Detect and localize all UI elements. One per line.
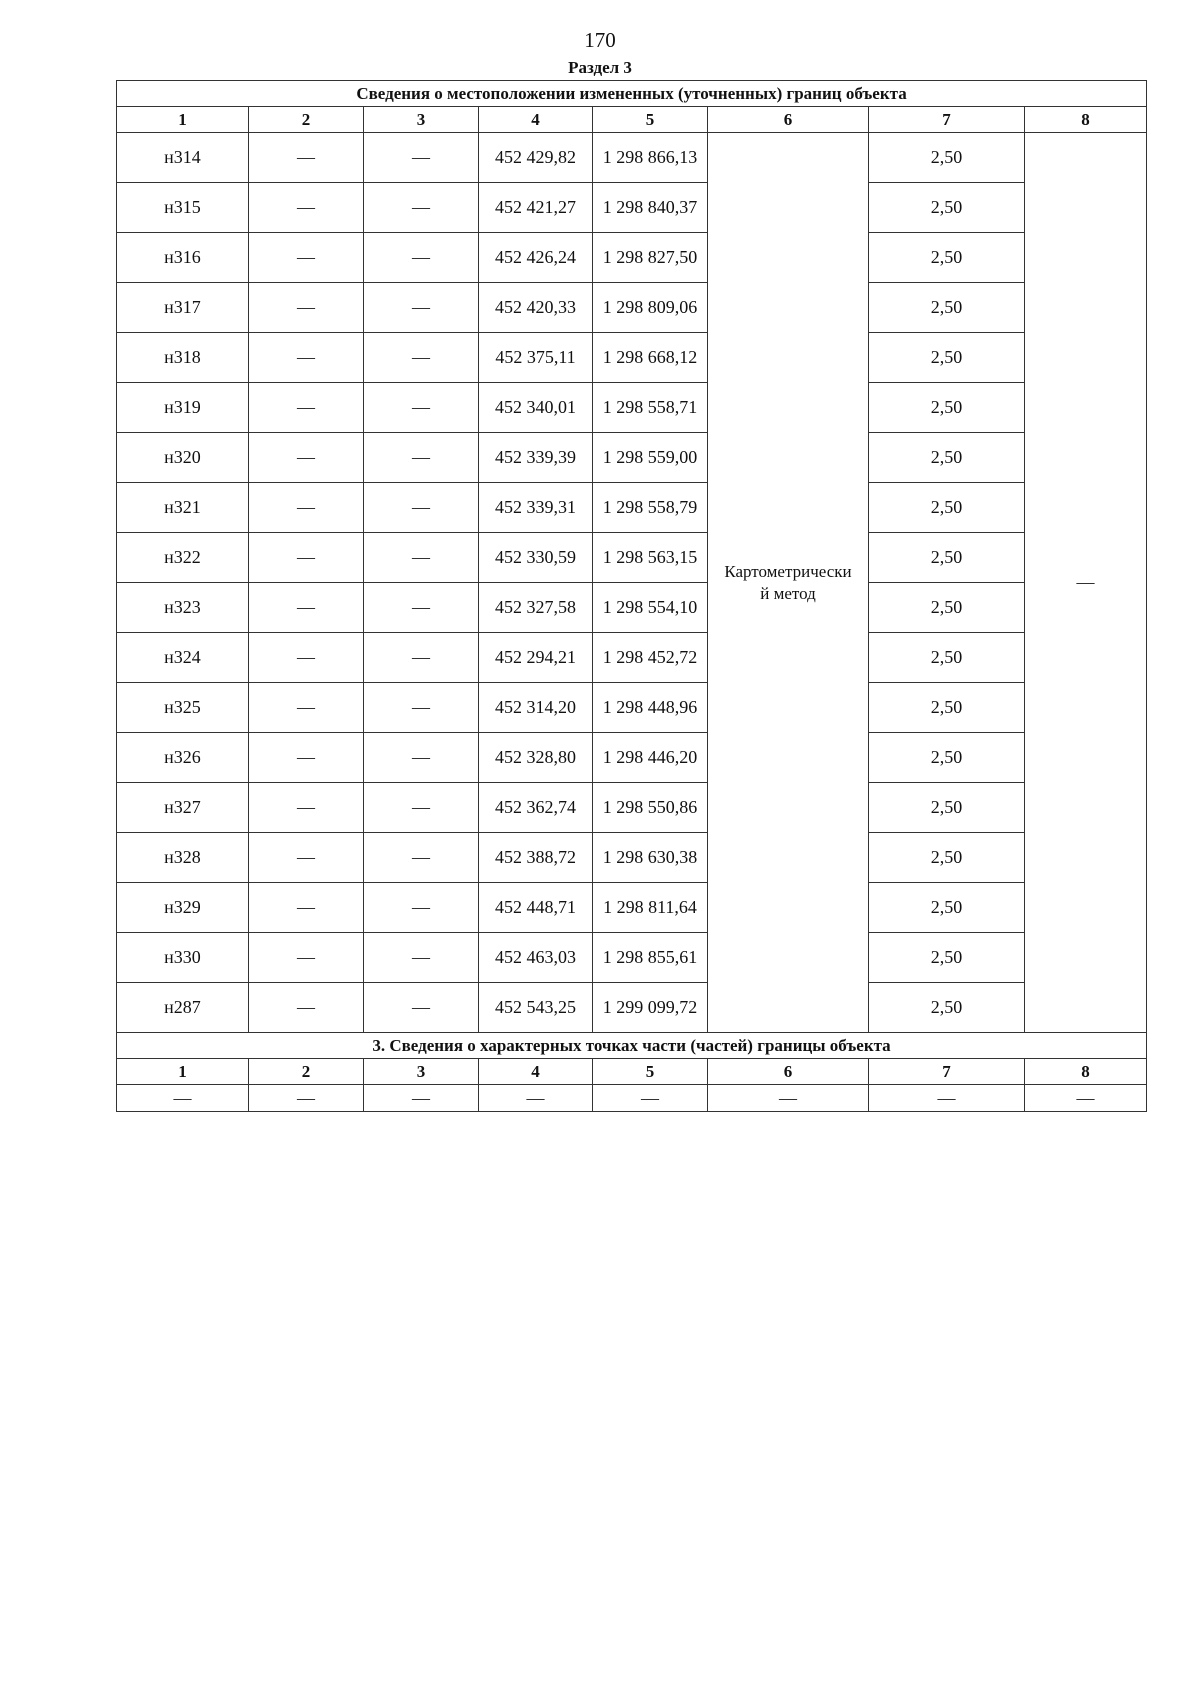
col3-cell: — [364, 433, 479, 483]
table-row [117, 433, 1147, 483]
table2-caption: 3. Сведения о характерных точках части (частей) границы объекта [117, 1033, 1147, 1059]
table1-header-cell: 3 [364, 107, 479, 133]
x-coordinate-cell: 452 339,31 [479, 483, 593, 533]
y-coordinate-cell: 1 298 446,20 [593, 733, 708, 783]
y-coordinate-cell: 1 298 668,12 [593, 333, 708, 383]
col3-cell: — [364, 133, 479, 183]
point-name-cell: н314 [117, 133, 249, 183]
point-name-cell: н328 [117, 833, 249, 883]
table2-cell: — [593, 1085, 708, 1112]
page-number: 170 [584, 28, 616, 52]
table2-header-cell: 6 [708, 1059, 869, 1085]
y-coordinate-cell: 1 298 554,10 [593, 583, 708, 633]
x-coordinate-cell: 452 330,59 [479, 533, 593, 583]
precision-cell: 2,50 [869, 433, 1025, 483]
table2-cell: — [249, 1085, 364, 1112]
x-coordinate-cell: 452 426,24 [479, 233, 593, 283]
col3-cell: — [364, 783, 479, 833]
col2-cell: — [249, 683, 364, 733]
col2-cell: — [249, 633, 364, 683]
table2-cell: — [479, 1085, 593, 1112]
col2-cell: — [249, 233, 364, 283]
y-coordinate-cell: 1 298 809,06 [593, 283, 708, 333]
table1-header-cell: 2 [249, 107, 364, 133]
method-text-line: й метод [760, 583, 816, 603]
y-coordinate-cell: 1 298 563,15 [593, 533, 708, 583]
precision-cell: 2,50 [869, 233, 1025, 283]
col2-cell: — [249, 583, 364, 633]
col3-cell: — [364, 733, 479, 783]
point-name-cell: н323 [117, 583, 249, 633]
y-coordinate-cell: 1 298 452,72 [593, 633, 708, 683]
precision-cell: 2,50 [869, 933, 1025, 983]
col8-cell: — [1025, 133, 1147, 1033]
table2-header-cell: 5 [593, 1059, 708, 1085]
y-coordinate-cell: 1 298 840,37 [593, 183, 708, 233]
col3-cell: — [364, 633, 479, 683]
col3-cell: — [364, 933, 479, 983]
table2-header-cell: 3 [364, 1059, 479, 1085]
col2-cell: — [249, 283, 364, 333]
table2-cell: — [708, 1085, 869, 1112]
x-coordinate-cell: 452 421,27 [479, 183, 593, 233]
y-coordinate-cell: 1 299 099,72 [593, 983, 708, 1033]
col2-cell: — [249, 733, 364, 783]
table-row [117, 783, 1147, 833]
table-row [117, 633, 1147, 683]
col2-cell: — [249, 483, 364, 533]
table2-header-cell: 4 [479, 1059, 593, 1085]
table-row [117, 583, 1147, 633]
point-name-cell: н330 [117, 933, 249, 983]
col3-cell: — [364, 333, 479, 383]
table2-cell: — [117, 1085, 249, 1112]
y-coordinate-cell: 1 298 448,96 [593, 683, 708, 733]
col3-cell: — [364, 233, 479, 283]
table2-header-cell: 2 [249, 1059, 364, 1085]
precision-cell: 2,50 [869, 683, 1025, 733]
table2-cell: — [1025, 1085, 1147, 1112]
table-row [117, 983, 1147, 1033]
precision-cell: 2,50 [869, 333, 1025, 383]
table2-caption-row [117, 1033, 1147, 1059]
y-coordinate-cell: 1 298 558,79 [593, 483, 708, 533]
x-coordinate-cell: 452 463,03 [479, 933, 593, 983]
col3-cell: — [364, 883, 479, 933]
col2-cell: — [249, 533, 364, 583]
precision-cell: 2,50 [869, 983, 1025, 1033]
y-coordinate-cell: 1 298 855,61 [593, 933, 708, 983]
table1-header-cell: 4 [479, 107, 593, 133]
table1-header-cell: 1 [117, 107, 249, 133]
x-coordinate-cell: 452 327,58 [479, 583, 593, 633]
col3-cell: — [364, 533, 479, 583]
table-row [117, 383, 1147, 433]
precision-cell: 2,50 [869, 733, 1025, 783]
y-coordinate-cell: 1 298 827,50 [593, 233, 708, 283]
x-coordinate-cell: 452 340,01 [479, 383, 593, 433]
y-coordinate-cell: 1 298 559,00 [593, 433, 708, 483]
precision-cell: 2,50 [869, 883, 1025, 933]
table1-header-cell: 7 [869, 107, 1025, 133]
x-coordinate-cell: 452 294,21 [479, 633, 593, 683]
precision-cell: 2,50 [869, 633, 1025, 683]
table-row [117, 733, 1147, 783]
point-name-cell: н319 [117, 383, 249, 433]
point-name-cell: н287 [117, 983, 249, 1033]
y-coordinate-cell: 1 298 866,13 [593, 133, 708, 183]
x-coordinate-cell: 452 448,71 [479, 883, 593, 933]
x-coordinate-cell: 452 328,80 [479, 733, 593, 783]
method-cell [708, 133, 869, 1033]
col3-cell: — [364, 383, 479, 433]
table-row [117, 483, 1147, 533]
table1-caption-row [117, 81, 1147, 107]
col2-cell: — [249, 933, 364, 983]
point-name-cell: н321 [117, 483, 249, 533]
col3-cell: — [364, 683, 479, 733]
point-name-cell: н329 [117, 883, 249, 933]
y-coordinate-cell: 1 298 811,64 [593, 883, 708, 933]
col2-cell: — [249, 983, 364, 1033]
table-row [117, 933, 1147, 983]
y-coordinate-cell: 1 298 630,38 [593, 833, 708, 883]
col3-cell: — [364, 483, 479, 533]
point-name-cell: н322 [117, 533, 249, 583]
precision-cell: 2,50 [869, 383, 1025, 433]
table2-header-cell: 8 [1025, 1059, 1147, 1085]
point-name-cell: н317 [117, 283, 249, 333]
precision-cell: 2,50 [869, 583, 1025, 633]
x-coordinate-cell: 452 362,74 [479, 783, 593, 833]
table2-cell: — [364, 1085, 479, 1112]
precision-cell: 2,50 [869, 833, 1025, 883]
precision-cell: 2,50 [869, 133, 1025, 183]
col2-cell: — [249, 433, 364, 483]
precision-cell: 2,50 [869, 183, 1025, 233]
table-row [117, 233, 1147, 283]
table2-header-cell: 1 [117, 1059, 249, 1085]
col3-cell: — [364, 983, 479, 1033]
table-row [117, 1085, 1147, 1112]
point-name-cell: н324 [117, 633, 249, 683]
table1-header-cell: 5 [593, 107, 708, 133]
precision-cell: 2,50 [869, 483, 1025, 533]
point-name-cell: н320 [117, 433, 249, 483]
coordinates-table [116, 80, 1147, 1112]
table1-header-cell: 8 [1025, 107, 1147, 133]
y-coordinate-cell: 1 298 558,71 [593, 383, 708, 433]
x-coordinate-cell: 452 420,33 [479, 283, 593, 333]
col3-cell: — [364, 583, 479, 633]
table-row [117, 883, 1147, 933]
precision-cell: 2,50 [869, 283, 1025, 333]
col3-cell: — [364, 283, 479, 333]
table1-header-cell: 6 [708, 107, 869, 133]
method-text-line: Картометрически [724, 561, 852, 581]
col2-cell: — [249, 383, 364, 433]
table-row [117, 533, 1147, 583]
section-title: Раздел 3 [568, 58, 632, 77]
col2-cell: — [249, 783, 364, 833]
point-name-cell: н327 [117, 783, 249, 833]
table1-header-row [117, 107, 1147, 133]
table2-cell: — [869, 1085, 1025, 1112]
precision-cell: 2,50 [869, 783, 1025, 833]
table1-caption: Сведения о местоположении измененных (уточненных) границ объекта [117, 81, 1147, 107]
table-row [117, 683, 1147, 733]
table-row [117, 283, 1147, 333]
x-coordinate-cell: 452 388,72 [479, 833, 593, 883]
col2-cell: — [249, 183, 364, 233]
precision-cell: 2,50 [869, 533, 1025, 583]
point-name-cell: н316 [117, 233, 249, 283]
col3-cell: — [364, 183, 479, 233]
table-row [117, 133, 1147, 183]
x-coordinate-cell: 452 375,11 [479, 333, 593, 383]
table-row [117, 833, 1147, 883]
col2-cell: — [249, 333, 364, 383]
table-row [117, 333, 1147, 383]
x-coordinate-cell: 452 429,82 [479, 133, 593, 183]
col3-cell: — [364, 833, 479, 883]
table2-header-row [117, 1059, 1147, 1085]
point-name-cell: н318 [117, 333, 249, 383]
point-name-cell: н315 [117, 183, 249, 233]
table-row [117, 183, 1147, 233]
point-name-cell: н326 [117, 733, 249, 783]
point-name-cell: н325 [117, 683, 249, 733]
x-coordinate-cell: 452 314,20 [479, 683, 593, 733]
table2-header-cell: 7 [869, 1059, 1025, 1085]
x-coordinate-cell: 452 339,39 [479, 433, 593, 483]
col2-cell: — [249, 133, 364, 183]
x-coordinate-cell: 452 543,25 [479, 983, 593, 1033]
y-coordinate-cell: 1 298 550,86 [593, 783, 708, 833]
col2-cell: — [249, 883, 364, 933]
col2-cell: — [249, 833, 364, 883]
